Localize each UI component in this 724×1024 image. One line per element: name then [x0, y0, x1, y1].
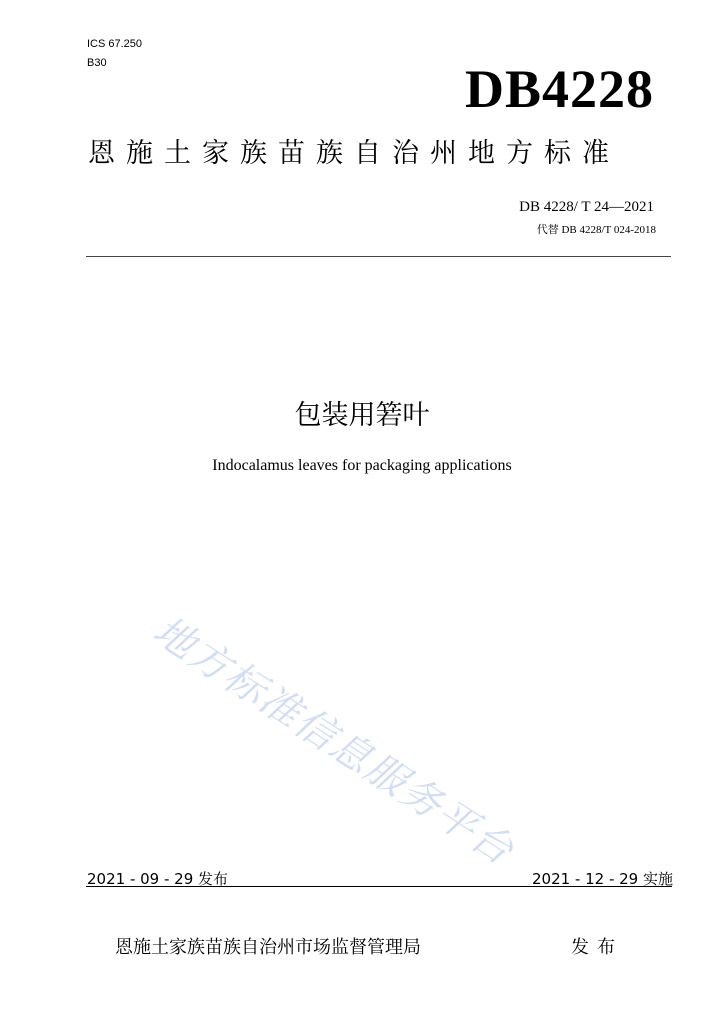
- ics-code: ICS 67.250: [87, 38, 143, 50]
- document-title-chinese: 包装用箬叶: [294, 400, 430, 431]
- standard-type-heading: 恩施土家族苗族自治州地方标准: [88, 138, 620, 169]
- standard-number: DB 4228/ T 24—2021: [519, 199, 654, 215]
- top-divider: [86, 256, 671, 257]
- issue-date: 2021 - 09 - 29 发布: [87, 870, 229, 888]
- bottom-divider: [86, 886, 672, 887]
- ccs-code: B30: [87, 57, 107, 69]
- issue-label: 发布: [571, 937, 623, 958]
- standard-logo: DB4228: [464, 59, 654, 119]
- replaces-note: 代替 DB 4228/T 024-2018: [536, 224, 656, 236]
- document-title-english: Indocalamus leaves for packaging applications: [212, 457, 512, 474]
- watermark: 地方标准信息服务平台: [145, 607, 523, 875]
- implementation-date: 2021 - 12 - 29 实施: [531, 870, 673, 888]
- issuing-authority: 恩施土家族苗族自治州市场监督管理局: [115, 937, 421, 958]
